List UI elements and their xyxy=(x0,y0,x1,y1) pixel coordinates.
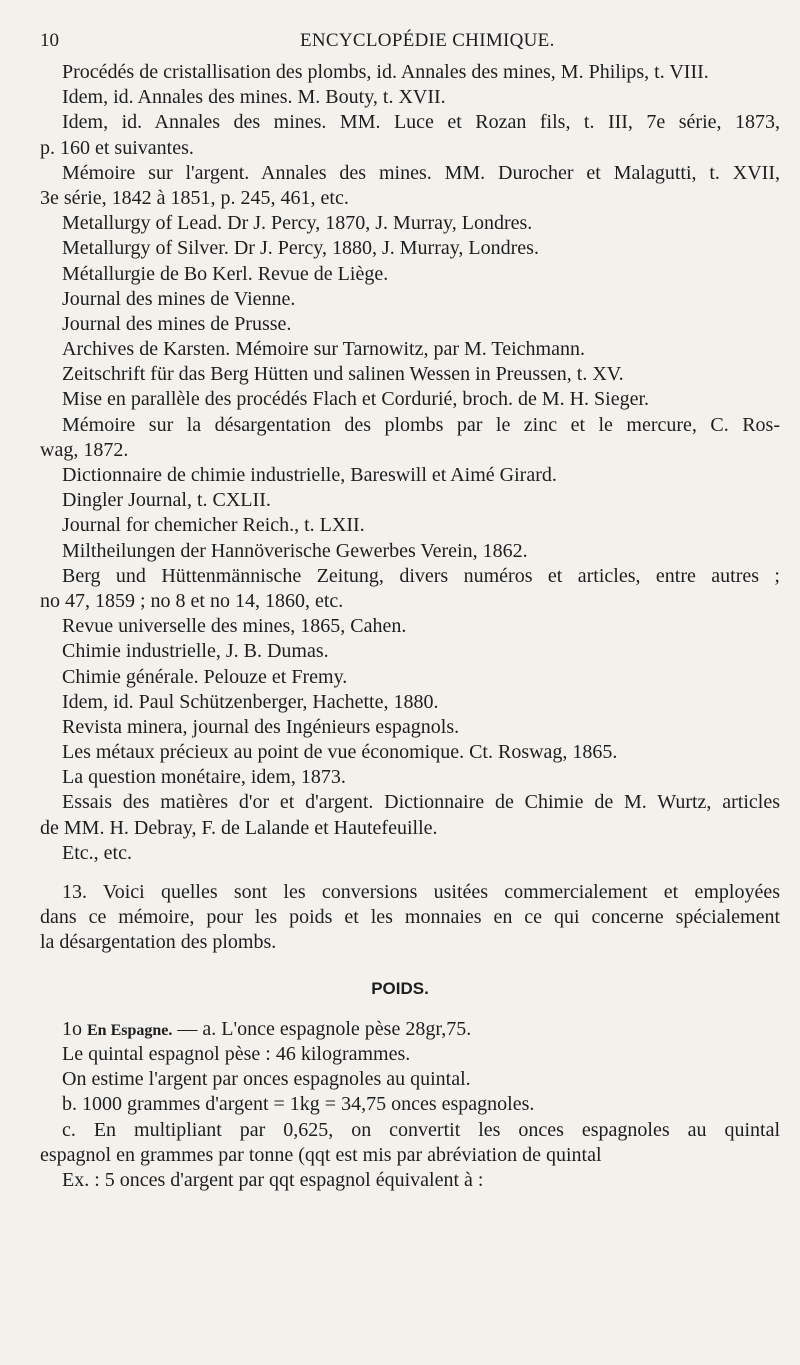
bib-entry: Dictionnaire de chimie industrielle, Bareswill et Aimé Girard. xyxy=(62,464,557,486)
page-header xyxy=(0,30,800,56)
bib-entry: Essais des matières d'or et d'argent. Dictionnaire de Chimie de M. Wurtz, articles xyxy=(62,791,780,814)
spain-conversions xyxy=(40,1017,780,1193)
bib-entry: Chimie industrielle, J. B. Dumas. xyxy=(62,640,329,663)
conversion-line: b. 1000 grammes d'argent = 1kg = 34,75 onces espagnoles. xyxy=(62,1093,535,1116)
conversion-line: Le quintal espagnol pèse : 46 kilogrammes. xyxy=(62,1042,411,1065)
paragraph-line: 13. Voici quelles sont les conversions usitées commercialement et employées xyxy=(62,881,780,903)
bib-entry: Métallurgie de Bo Kerl. Revue de Liège. xyxy=(62,262,389,285)
conversion-line: Ex. : 5 onces d'argent par qqt espagnol équivalent à : xyxy=(62,1168,484,1191)
paragraph-line: dans ce mémoire, pour les poids et les monnaies en ce qui concerne spécialement xyxy=(40,906,780,929)
bib-entry-continuation: 3e série, 1842 à 1851, p. 245, 461, etc. xyxy=(40,186,349,209)
conversion-line: c. En multipliant par 0,625, on convertit les onces espagnoles au quintal xyxy=(62,1118,780,1141)
bib-entry: Idem, id. Annales des mines. MM. Luce et Rozan fils, t. III, 7e série, 1873, xyxy=(62,111,780,134)
bib-entry: Berg und Hüttenmännische Zeitung, divers numéros et articles, entre autres ; xyxy=(62,564,780,587)
country-label: En Espagne. xyxy=(87,1021,173,1039)
bib-entry-continuation: p. 160 et suivantes. xyxy=(40,136,194,159)
bib-entry: Dingler Journal, t. CXLII. xyxy=(62,489,271,512)
bibliography-list xyxy=(40,60,780,866)
bib-entry: Journal for chemicher Reich., t. LXII. xyxy=(62,514,365,537)
bib-entry: Zeitschrift für das Berg Hütten und salinen Wessen in Preussen, t. XV. xyxy=(62,363,624,386)
conversion-line: espagnol en grammes par tonne (qqt est mis par abréviation de quintal xyxy=(40,1143,602,1166)
bib-entry: Les métaux précieux au point de vue économique. Ct. Roswag, 1865. xyxy=(62,741,618,764)
running-title: ENCYCLOPÉDIE CHIMIQUE. xyxy=(300,30,555,51)
bib-entry: Revue universelle des mines, 1865, Cahen. xyxy=(62,615,407,638)
bib-entry: Chimie générale. Pelouze et Fremy. xyxy=(62,665,348,688)
bib-entry: Idem, id. Paul Schützenberger, Hachette, 1880. xyxy=(62,690,439,713)
page-body xyxy=(40,60,780,1193)
bib-entry: Archives de Karsten. Mémoire sur Tarnowitz, par M. Teichmann. xyxy=(62,338,585,361)
page-number: 10 xyxy=(40,30,59,51)
bib-entry: Procédés de cristallisation des plombs, id. Annales des mines, M. Philips, t. VIII. xyxy=(62,61,709,83)
paragraph-13 xyxy=(40,880,780,956)
item-number: 1o xyxy=(62,1017,82,1040)
bib-entry: Journal des mines de Vienne. xyxy=(62,287,296,310)
bib-entry: Revista minera, journal des Ingénieurs espagnols. xyxy=(62,715,460,738)
conversion-text: — a. L'once espagnole pèse 28gr,75. xyxy=(177,1017,472,1040)
section-title: POIDS. xyxy=(371,978,429,998)
bib-entry-continuation: wag, 1872. xyxy=(40,438,129,461)
bib-entry: Idem, id. Annales des mines. M. Bouty, t. XVII. xyxy=(62,86,446,109)
bib-entry: Mémoire sur la désargentation des plombs par le zinc et le mercure, C. Ros- xyxy=(62,413,780,436)
bib-entry: Journal des mines de Prusse. xyxy=(62,312,292,335)
spain-heading-line xyxy=(62,1017,780,1042)
bib-entry: La question monétaire, idem, 1873. xyxy=(62,766,346,789)
bib-entry: Metallurgy of Lead. Dr J. Percy, 1870, J. Murray, Londres. xyxy=(62,212,533,235)
bib-entry: Mémoire sur l'argent. Annales des mines. MM. Durocher et Malagutti, t. XVII, xyxy=(62,161,780,184)
bib-entry: Miltheilungen der Hannöverische Gewerbes Verein, 1862. xyxy=(62,539,528,562)
bib-entry-continuation: no 47, 1859 ; no 8 et no 14, 1860, etc. xyxy=(40,589,344,612)
bib-entry: Mise en parallèle des procédés Flach et Cordurié, broch. de M. H. Sieger. xyxy=(62,388,650,411)
conversion-line: On estime l'argent par onces espagnoles au quintal. xyxy=(62,1068,471,1091)
paragraph-line: la désargentation des plombs. xyxy=(40,931,277,954)
bib-entry: Etc., etc. xyxy=(62,841,132,864)
bib-entry-continuation: de MM. H. Debray, F. de Lalande et Hautefeuille. xyxy=(40,816,438,839)
bib-entry: Metallurgy of Silver. Dr J. Percy, 1880, J. Murray, Londres. xyxy=(62,237,539,260)
